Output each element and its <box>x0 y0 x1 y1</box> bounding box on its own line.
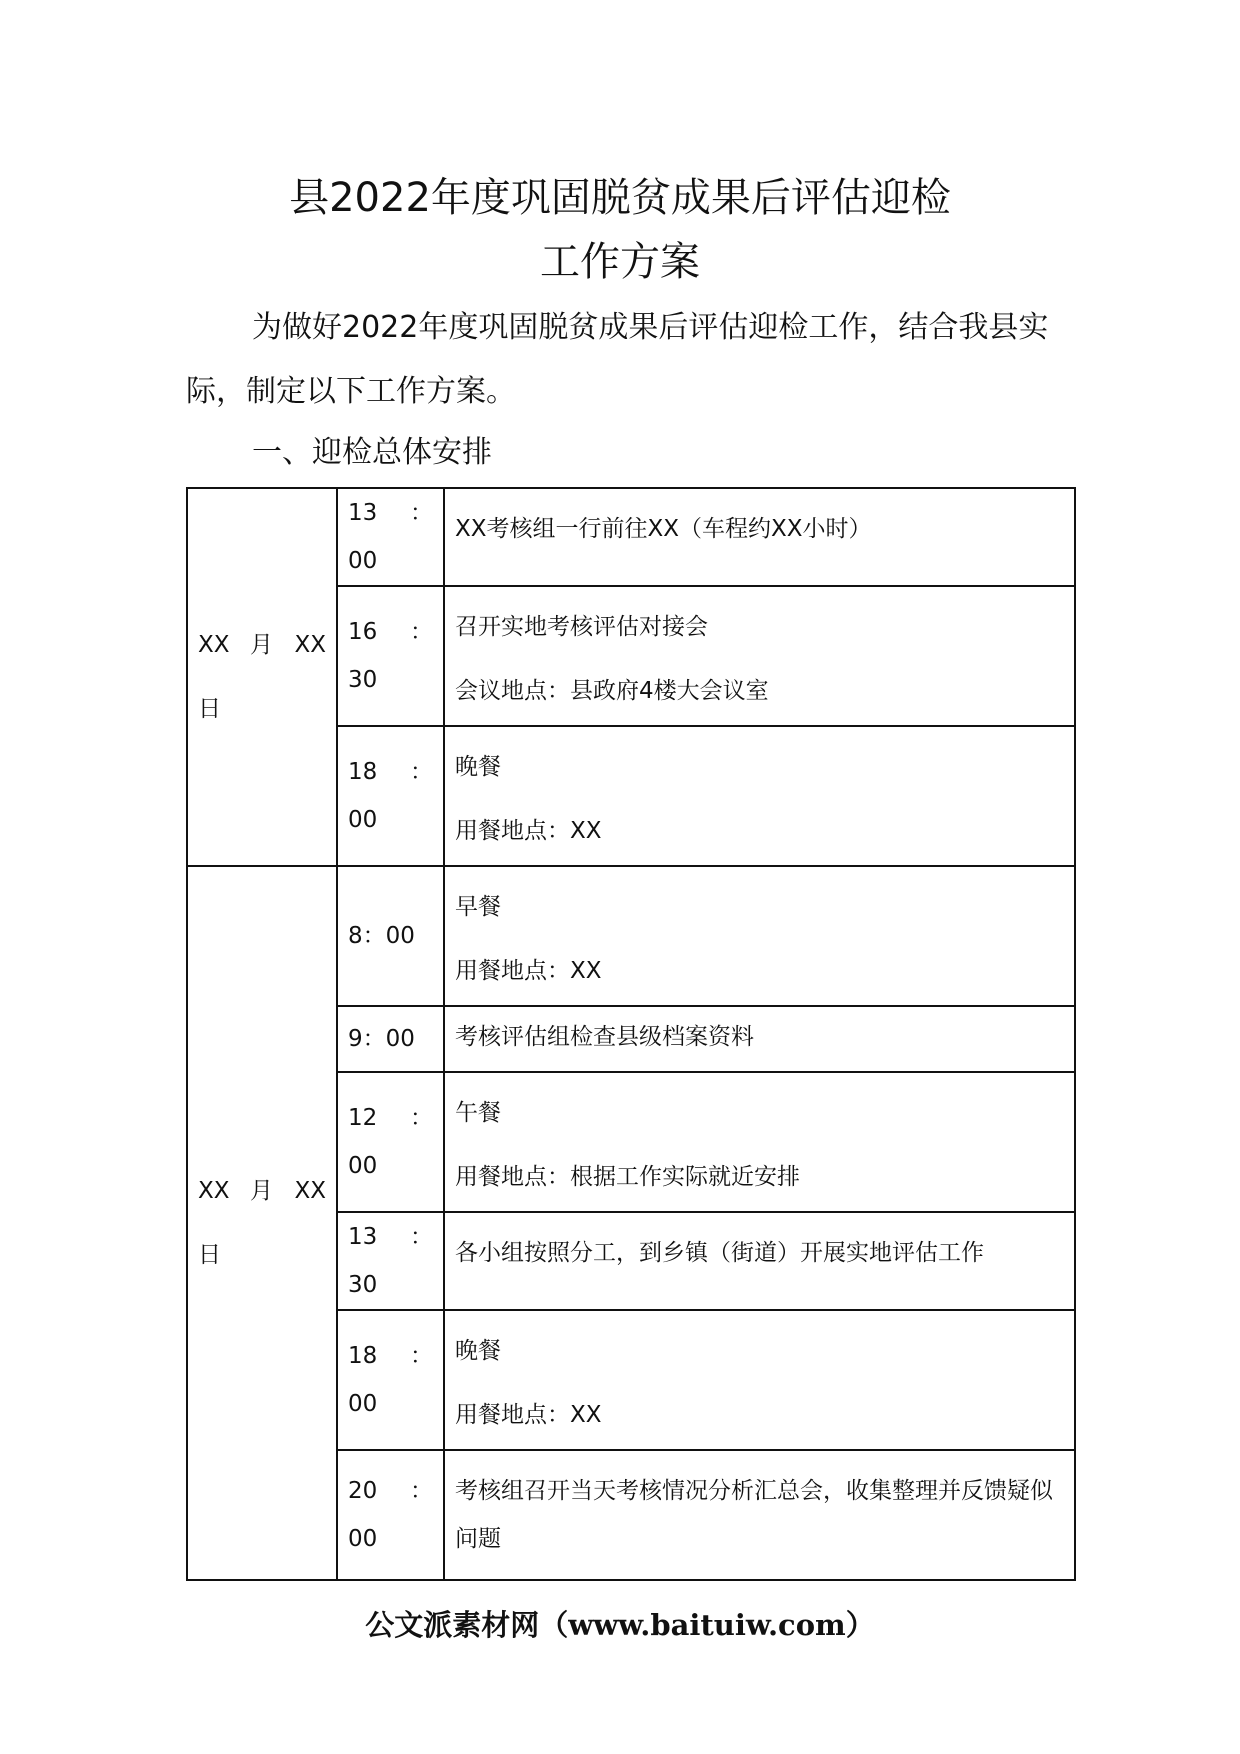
event-line: 召开实地考核评估对接会 <box>455 614 708 640</box>
time-cell <box>337 488 444 586</box>
time-cell <box>337 1310 444 1450</box>
event-line: 用餐地点：XX <box>455 1402 602 1428</box>
event-line: 考核评估组检查县级档案资料 <box>455 1024 754 1050</box>
event-line: XX考核组一行前往XX（车程约XX小时） <box>455 516 872 542</box>
time-text: 20 ： 00 <box>348 1478 433 1552</box>
event-line: 考核组召开当天考核情况分析汇总会，收集整理并反馈疑似问题 <box>455 1478 1053 1552</box>
event-cell <box>444 1212 1075 1310</box>
event-cell <box>444 726 1075 866</box>
time-text: 12 ： 00 <box>348 1105 433 1179</box>
event-line: 用餐地点：XX <box>455 958 602 984</box>
event-cell <box>444 1072 1075 1212</box>
event-line: 午餐 <box>455 1100 501 1126</box>
time-text: 16 ： 30 <box>348 619 433 693</box>
date-text: XX 月 XX 日 <box>198 1178 326 1268</box>
time-text: 18 ： 00 <box>348 1343 433 1417</box>
event-line: 用餐地点：根据工作实际就近安排 <box>455 1164 800 1190</box>
table-row <box>187 866 1075 1006</box>
event-line: 早餐 <box>455 894 501 920</box>
date-cell-day2 <box>187 866 337 1580</box>
time-cell <box>337 1006 444 1072</box>
time-cell <box>337 1072 444 1212</box>
date-text: XX 月 XX 日 <box>198 632 326 722</box>
event-line: 用餐地点：XX <box>455 818 602 844</box>
event-cell <box>444 586 1075 726</box>
time-cell <box>337 586 444 726</box>
time-cell <box>337 1212 444 1310</box>
time-cell <box>337 866 444 1006</box>
footer-watermark: 公文派素材网（www.baituiw.com） <box>365 1608 875 1642</box>
section-heading-overall-arrangement: 一、迎检总体安排 <box>252 435 492 470</box>
document-title-line-1: 县2022年度巩固脱贫成果后评估迎检 <box>289 175 951 221</box>
date-cell-day1 <box>187 488 337 866</box>
event-line: 晚餐 <box>455 1338 501 1364</box>
event-line: 晚餐 <box>455 754 501 780</box>
time-text: 18 ： 00 <box>348 759 433 833</box>
time-text: 13 ： 30 <box>348 1224 433 1298</box>
table-row <box>187 488 1075 586</box>
schedule-table <box>186 487 1076 1581</box>
event-cell <box>444 488 1075 586</box>
event-cell <box>444 1450 1075 1580</box>
time-cell <box>337 726 444 866</box>
document-title-line-2: 工作方案 <box>540 239 700 285</box>
event-line: 会议地点：县政府4楼大会议室 <box>455 678 769 704</box>
time-cell <box>337 1450 444 1580</box>
event-cell <box>444 1310 1075 1450</box>
time-text: 8：00 <box>348 923 415 949</box>
event-line: 各小组按照分工，到乡镇（街道）开展实地评估工作 <box>455 1240 984 1266</box>
event-cell <box>444 1006 1075 1072</box>
time-text: 13 ： 00 <box>348 500 433 574</box>
event-cell <box>444 866 1075 1006</box>
time-text: 9：00 <box>348 1026 415 1052</box>
intro-paragraph: 为做好2022年度巩固脱贫成果后评估迎检工作，结合我县实际，制定以下工作方案。 <box>186 310 1049 409</box>
